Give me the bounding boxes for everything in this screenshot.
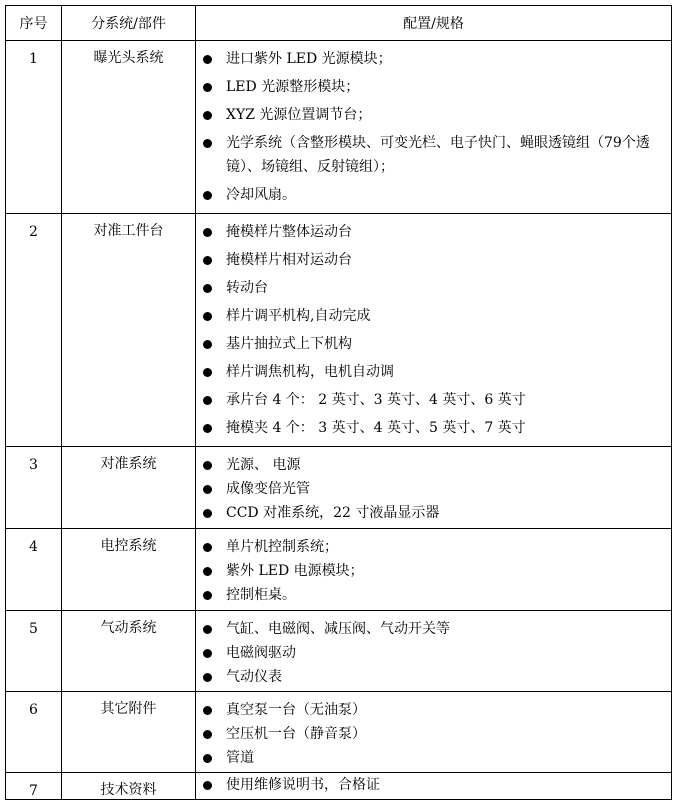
item-text: 光学系统（含整形模块、可变光栏、电子快门、蝇眼透镜组（79个透镜）、场镜组、反射镜组）； <box>226 135 650 175</box>
item-text: 承片台 4 个： 2 英寸、3 英寸、4 英寸、6 英寸 <box>226 392 526 408</box>
bullet-icon <box>203 781 212 790</box>
bullet-icon <box>203 256 212 265</box>
bullet-icon <box>203 543 212 552</box>
list-item <box>196 501 663 525</box>
list-item <box>196 535 663 559</box>
config-list <box>196 773 671 799</box>
item-text: 掩模样片相对运动台 <box>226 252 352 268</box>
bullet-icon <box>203 625 212 634</box>
list-item <box>196 131 663 179</box>
item-text: 成像变倍光管 <box>226 481 310 497</box>
header-subsystem: 分系统/部件 <box>62 6 196 41</box>
item-text: 冷却风扇。 <box>226 187 296 203</box>
list-item <box>196 746 663 770</box>
row-index: 6 <box>6 692 62 773</box>
header-index: 序号 <box>6 6 62 41</box>
list-item <box>196 332 663 356</box>
subsystem-name: 技术资料 <box>62 773 196 800</box>
item-text: 管道 <box>226 750 254 766</box>
item-text: 转动台 <box>226 280 268 296</box>
config-cell <box>196 611 672 692</box>
subsystem-name: 电控系统 <box>62 529 196 611</box>
item-text: 气动仪表 <box>226 669 282 685</box>
list-item <box>196 665 663 689</box>
item-text: 紫外 LED 电源模块； <box>226 563 364 579</box>
bullet-icon <box>203 485 212 494</box>
row-index: 5 <box>6 611 62 692</box>
row-index: 2 <box>6 214 62 447</box>
bullet-icon <box>203 55 212 64</box>
item-text: CCD 对准系统，22 寸液晶显示器 <box>226 505 440 521</box>
list-item <box>196 75 663 99</box>
bullet-icon <box>203 340 212 349</box>
bullet-icon <box>203 673 212 682</box>
list-item <box>196 416 663 440</box>
bullet-icon <box>203 228 212 237</box>
list-item <box>196 453 663 477</box>
item-text: 空压机一台（静音泵） <box>226 726 366 742</box>
bullet-icon <box>203 461 212 470</box>
subsystem-name: 曝光头系统 <box>62 41 196 214</box>
config-cell <box>196 529 672 611</box>
header-config: 配置/规格 <box>196 6 672 41</box>
item-text: 掩模夹 4 个： 3 英寸、4 英寸、5 英寸、7 英寸 <box>226 420 526 436</box>
bullet-icon <box>203 567 212 576</box>
config-list <box>196 611 671 691</box>
bullet-icon <box>203 111 212 120</box>
config-cell <box>196 692 672 773</box>
bullet-icon <box>203 139 212 148</box>
item-text: 使用维修说明书，合格证 <box>226 777 380 793</box>
list-item <box>196 698 663 722</box>
bullet-icon <box>203 424 212 433</box>
list-item <box>196 477 663 501</box>
subsystem-name: 气动系统 <box>62 611 196 692</box>
item-text: 掩模样片整体运动台 <box>226 224 352 240</box>
bullet-icon <box>203 83 212 92</box>
config-cell <box>196 773 672 800</box>
bullet-icon <box>203 509 212 518</box>
list-item <box>196 183 663 207</box>
list-item <box>196 360 663 384</box>
list-item <box>196 47 663 71</box>
bullet-icon <box>203 649 212 658</box>
config-list <box>196 692 671 772</box>
table-row <box>6 529 672 611</box>
list-item <box>196 617 663 641</box>
list-item <box>196 248 663 272</box>
list-item <box>196 583 663 607</box>
table-row <box>6 41 672 214</box>
config-table <box>5 5 672 800</box>
item-text: LED 光源整形模块； <box>226 79 360 95</box>
table-row <box>6 773 672 800</box>
bullet-icon <box>203 706 212 715</box>
bullet-icon <box>203 312 212 321</box>
table-row <box>6 611 672 692</box>
bullet-icon <box>203 368 212 377</box>
item-text: 控制柜桌。 <box>226 587 296 603</box>
table-row <box>6 214 672 447</box>
config-list <box>196 214 671 446</box>
list-item <box>196 220 663 244</box>
config-cell <box>196 41 672 214</box>
item-text: 样片调平机构,自动完成 <box>226 308 371 324</box>
item-text: 电磁阀驱动 <box>226 645 296 661</box>
table-row <box>6 692 672 773</box>
bullet-icon <box>203 591 212 600</box>
subsystem-name: 对准系统 <box>62 447 196 529</box>
row-index: 7 <box>6 773 62 800</box>
list-item <box>196 388 663 412</box>
item-text: 进口紫外 LED 光源模块； <box>226 51 392 67</box>
config-cell <box>196 214 672 447</box>
list-item <box>196 103 663 127</box>
item-text: 单片机控制系统； <box>226 539 338 555</box>
item-text: 基片抽拉式上下机构 <box>226 336 352 352</box>
list-item <box>196 304 663 328</box>
item-text: XYZ 光源位置调节台； <box>226 107 372 123</box>
subsystem-name: 其它附件 <box>62 692 196 773</box>
list-item <box>196 773 663 797</box>
config-list <box>196 447 671 527</box>
bullet-icon <box>203 730 212 739</box>
list-item <box>196 276 663 300</box>
config-list <box>196 41 671 213</box>
subsystem-name: 对准工件台 <box>62 214 196 447</box>
item-text: 气缸、电磁阀、减压阀、气动开关等 <box>226 621 450 637</box>
bullet-icon <box>203 754 212 763</box>
item-text: 光源、 电源 <box>226 457 301 473</box>
list-item <box>196 559 663 583</box>
table-row <box>6 447 672 529</box>
row-index: 1 <box>6 41 62 214</box>
config-list <box>196 529 671 609</box>
bullet-icon <box>203 191 212 200</box>
item-text: 真空泵一台（无油泵） <box>226 702 366 718</box>
list-item <box>196 641 663 665</box>
item-text: 样片调焦机构，电机自动调 <box>226 364 394 380</box>
config-cell <box>196 447 672 529</box>
list-item <box>196 722 663 746</box>
header-row <box>6 6 672 41</box>
bullet-icon <box>203 284 212 293</box>
row-index: 3 <box>6 447 62 529</box>
row-index: 4 <box>6 529 62 611</box>
bullet-icon <box>203 396 212 405</box>
